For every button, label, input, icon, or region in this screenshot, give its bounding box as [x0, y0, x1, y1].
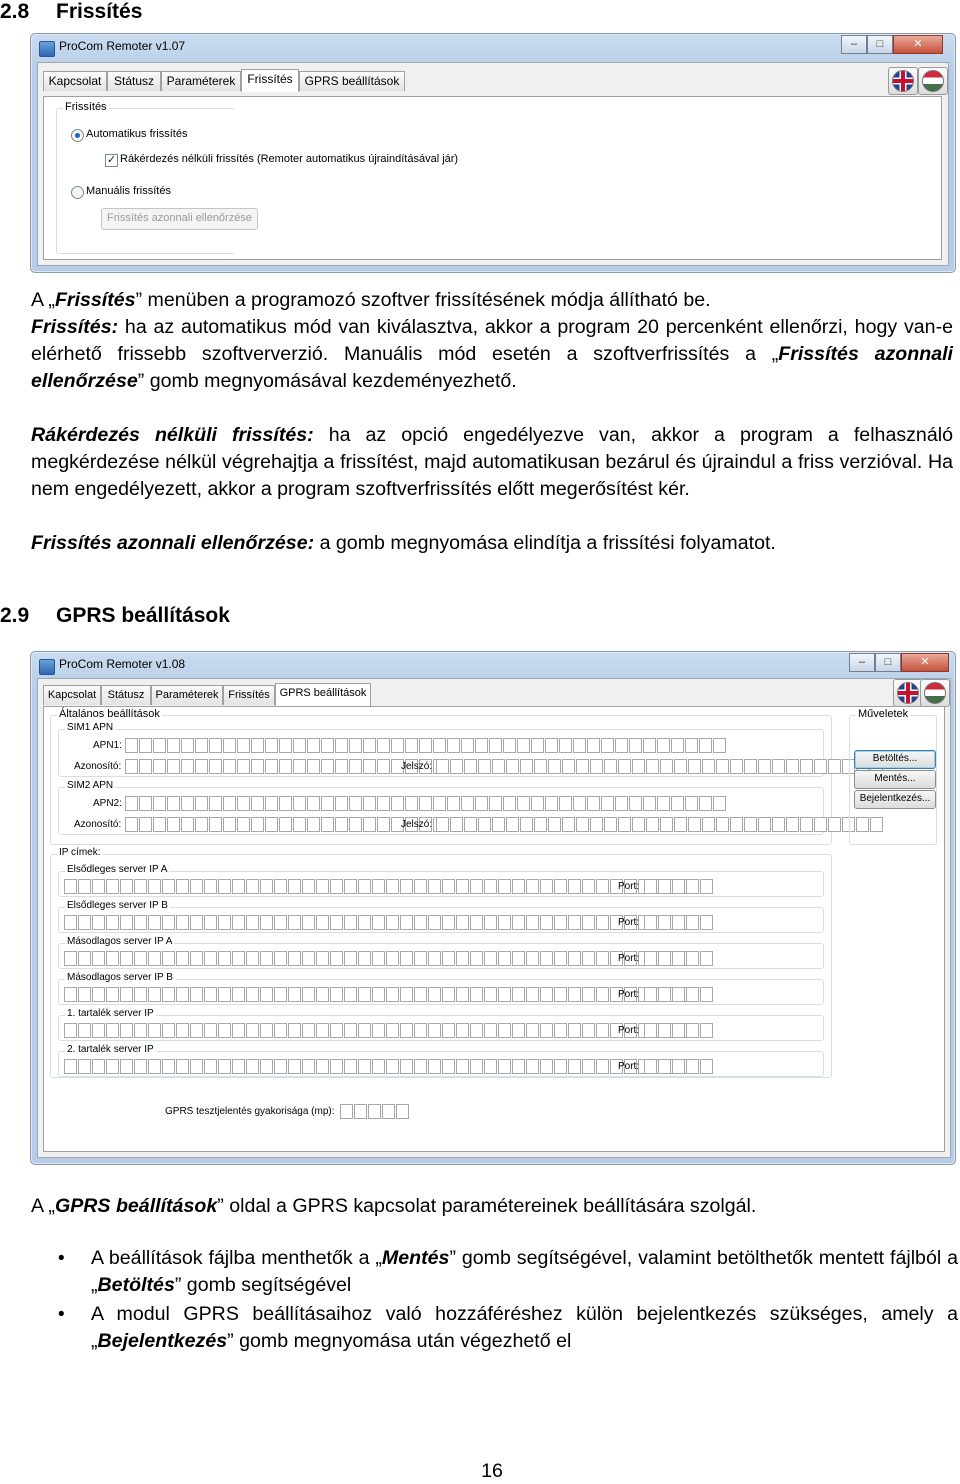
- group-caption: Elsődleges server IP A: [67, 864, 168, 875]
- port-field[interactable]: [644, 1023, 714, 1037]
- minimize-button[interactable]: –: [849, 653, 875, 672]
- manual-update-radio[interactable]: [71, 186, 84, 199]
- bold-term: Frissítés azonnali ellenőrzése:: [31, 532, 315, 554]
- report-frequency-label: GPRS tesztjelentés gyakorisága (mp):: [165, 1106, 335, 1117]
- port-field[interactable]: [644, 1059, 714, 1073]
- tab-frissites[interactable]: Frissítés: [223, 685, 275, 705]
- section-heading-gprs: [0, 604, 230, 628]
- list-item: [58, 1301, 958, 1355]
- port-label: Port:: [618, 953, 640, 964]
- sim1-password-label: Jelszó:: [401, 761, 433, 772]
- server-ip-field[interactable]: [64, 1059, 694, 1073]
- sim2-user-field[interactable]: [125, 817, 447, 831]
- frissites-description: [31, 314, 953, 395]
- apn1-label: APN1:: [93, 740, 122, 751]
- close-button[interactable]: ✕: [893, 35, 943, 54]
- no-ask-update-label: Rákérdezés nélküli frissítés (Remoter automatikus újraindításával jár): [120, 153, 459, 165]
- text-run: A „: [31, 1195, 55, 1217]
- text-run: ” gomb segítségével: [174, 1274, 352, 1296]
- tab-parameterek[interactable]: Paraméterek: [161, 71, 241, 91]
- english-language-button[interactable]: [893, 679, 923, 707]
- bold-term: Rákérdezés nélküli frissítés:: [31, 424, 314, 446]
- sim2-user-label: Azonosító:: [74, 819, 122, 830]
- bold-term: Frissítés azonnali ellenőrzése: [31, 343, 953, 392]
- check-update-now-button[interactable]: Frissítés azonnali ellenőrzése: [101, 208, 258, 230]
- tab-kapcsolat[interactable]: Kapcsolat: [43, 71, 107, 91]
- maximize-button[interactable]: □: [867, 35, 893, 54]
- sim1-password-field[interactable]: [436, 759, 884, 773]
- app-icon: [39, 41, 55, 57]
- save-button[interactable]: Mentés...: [854, 770, 936, 789]
- window-client: [37, 62, 949, 266]
- server-ip-field[interactable]: [64, 915, 694, 929]
- window-title: ProCom Remoter v1.08: [59, 657, 186, 671]
- no-ask-update-checkbox[interactable]: ✓: [106, 154, 117, 166]
- check-now-description: [31, 530, 953, 557]
- load-button[interactable]: Betöltés...: [854, 750, 936, 769]
- group-caption: IP címek:: [59, 847, 101, 858]
- apn2-label: APN2:: [93, 798, 122, 809]
- group-caption: Műveletek: [858, 708, 909, 720]
- tab-statusz[interactable]: Státusz: [101, 685, 151, 705]
- tab-frissites[interactable]: Frissítés: [241, 69, 299, 92]
- apn1-field[interactable]: [125, 738, 727, 752]
- group-caption: Másodlagos server IP B: [67, 972, 173, 983]
- minimize-button[interactable]: –: [841, 35, 867, 54]
- manual-update-label: Manuális frissítés: [86, 185, 171, 197]
- server-ip-field[interactable]: [64, 987, 694, 1001]
- uk-flag-icon: [892, 70, 914, 92]
- text-run: ” gomb megnyomásával kezdeményezhető.: [137, 370, 517, 392]
- text-run: ” gomb segítségével, valamint betölthetők mentett fájlból a „: [91, 1247, 958, 1296]
- group-caption: 2. tartalék server IP: [67, 1044, 154, 1055]
- text-run: A modul GPRS beállításaihoz való hozzáféréshez külön bejelentkezés szükséges, amely a „: [91, 1303, 958, 1352]
- text-run: ” gomb megnyomása után végezhető el: [227, 1330, 572, 1352]
- text-run: a gomb megnyomása elindítja a frissítési folyamatot.: [314, 532, 776, 554]
- port-label: Port:: [618, 1061, 640, 1072]
- bold-term: Mentés: [381, 1247, 450, 1269]
- group-caption: SIM2 APN: [67, 780, 114, 791]
- window-title: ProCom Remoter v1.07: [59, 39, 186, 53]
- app-window-1: [30, 33, 956, 273]
- page-number: 16: [481, 1460, 503, 1482]
- apn2-field[interactable]: [125, 796, 727, 810]
- bold-term: Frissítés: [54, 289, 136, 311]
- sim1-user-label: Azonosító:: [74, 761, 122, 772]
- auto-update-radio[interactable]: [71, 129, 84, 142]
- sim1-user-field[interactable]: [125, 759, 447, 773]
- app-icon: [39, 659, 55, 675]
- app-window-2: [30, 651, 956, 1165]
- hungarian-language-button[interactable]: [920, 679, 950, 707]
- port-label: Port:: [618, 1025, 640, 1036]
- group-caption: SIM1 APN: [67, 722, 114, 733]
- group-caption: Frissítés: [65, 101, 107, 113]
- hungarian-flag-icon: [924, 682, 946, 704]
- gprs-bullet-list: [58, 1245, 958, 1357]
- uk-flag-icon: [897, 682, 919, 704]
- auto-update-label: Automatikus frissítés: [86, 128, 188, 140]
- sim2-password-label: Jelszó:: [401, 819, 433, 830]
- port-field[interactable]: [644, 987, 714, 1001]
- list-item: [58, 1245, 958, 1299]
- text-run: ha az automatikus mód van kiválasztva, akkor a program 20 percenként ellenőrzi, hogy van-e elérhető frissebb szoftververzió. Manuális mód esetén a szoftverfrissítés a „: [31, 316, 953, 365]
- port-label: Port:: [618, 917, 640, 928]
- text-run: ” oldal a GPRS kapcsolat paramétereinek beállítására szolgál.: [217, 1195, 757, 1217]
- text-run: ” menüben a programozó szoftver frissítésének módja állítható be.: [135, 289, 711, 311]
- report-frequency-field[interactable]: [340, 1104, 410, 1118]
- section-number: 2.9: [0, 604, 30, 627]
- close-button[interactable]: ✕: [901, 653, 949, 672]
- bold-term: GPRS beállítások: [54, 1195, 218, 1217]
- window-client: [37, 678, 951, 1158]
- server-ip-field[interactable]: [64, 879, 694, 893]
- tab-gprs-beallitasok[interactable]: GPRS beállítások: [275, 683, 371, 706]
- text-run: A beállítások fájlba menthetők a „: [91, 1247, 382, 1269]
- tab-parameterek[interactable]: Paraméterek: [151, 685, 223, 705]
- tab-page-gprs: [43, 706, 945, 1152]
- english-language-button[interactable]: [888, 67, 918, 95]
- text-run: ha az opció engedélyezve van, akkor a program a felhasználó megkérdezése nélkül végrehajtja a frissítést, majd automatikusan bezárul és újraindul a friss verzióval. Ha nem engedélyezett, akkor a program szoftverfrissítés előtt megerősítést kér.: [31, 424, 953, 500]
- bold-term: Betöltés: [97, 1274, 175, 1296]
- port-field[interactable]: [644, 915, 714, 929]
- frissites-intro: [31, 287, 953, 314]
- port-field[interactable]: [644, 879, 714, 893]
- port-field[interactable]: [644, 951, 714, 965]
- tab-page-frissites: [43, 96, 942, 260]
- group-caption: Másodlagos server IP A: [67, 936, 173, 947]
- section-heading-frissites: [0, 0, 142, 24]
- hungarian-flag-icon: [922, 70, 944, 92]
- gprs-intro: [31, 1193, 953, 1220]
- hungarian-language-button[interactable]: [918, 67, 948, 95]
- sim2-password-field[interactable]: [436, 817, 884, 831]
- maximize-button[interactable]: □: [875, 653, 901, 672]
- group-caption: 1. tartalék server IP: [67, 1008, 154, 1019]
- server-ip-field[interactable]: [64, 951, 694, 965]
- text-run: A „: [31, 289, 55, 311]
- login-button[interactable]: Bejelentkezés...: [854, 790, 936, 809]
- tab-statusz[interactable]: Státusz: [107, 71, 161, 91]
- section-title: Frissítés: [56, 0, 143, 23]
- section-number: 2.8: [0, 0, 30, 23]
- group-caption: Elsődleges server IP B: [67, 900, 168, 911]
- no-ask-description: [31, 422, 953, 503]
- port-label: Port:: [618, 989, 640, 1000]
- group-caption: Általános beállítások: [59, 708, 160, 720]
- tab-kapcsolat[interactable]: Kapcsolat: [43, 685, 101, 705]
- bold-term: Frissítés:: [31, 316, 119, 338]
- port-label: Port:: [618, 881, 640, 892]
- tab-gprs-beallitasok[interactable]: GPRS beállítások: [299, 71, 405, 91]
- section-title: GPRS beállítások: [56, 604, 230, 627]
- server-ip-field[interactable]: [64, 1023, 694, 1037]
- bold-term: Bejelentkezés: [97, 1330, 228, 1352]
